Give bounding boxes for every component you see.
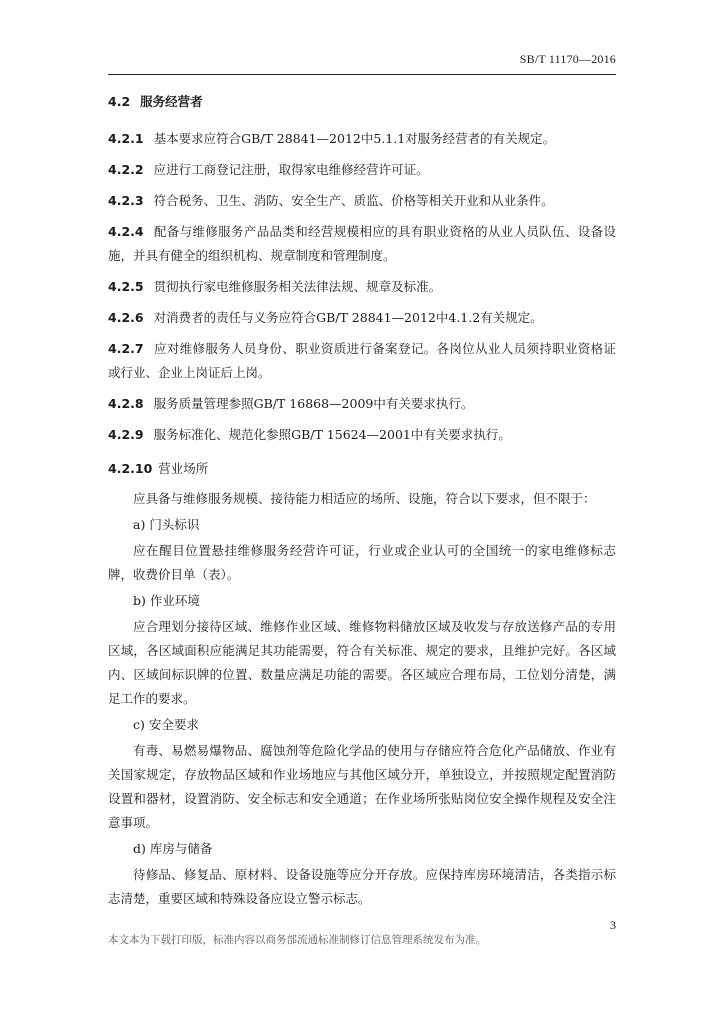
clause bbox=[108, 392, 616, 416]
clause-text: 服务质量管理参照GB/T 16868—2009中有关要求执行。 bbox=[153, 396, 474, 411]
item-label: a) bbox=[133, 517, 146, 532]
list-item-heading bbox=[108, 589, 616, 613]
subsection-title: 营业场所 bbox=[158, 461, 209, 476]
clause bbox=[108, 220, 616, 268]
clause bbox=[108, 337, 616, 385]
clause-text: 符合税务、卫生、消防、安全生产、质监、价格等相关开业和从业条件。 bbox=[153, 193, 554, 208]
subsection-number: 4.2.10 bbox=[108, 461, 153, 476]
clause-text: 应对维修服务人员身份、职业资质进行备案登记。各岗位从业人员须持职业资格证或行业、企业上岗证后上岗。 bbox=[108, 341, 616, 380]
clause-number: 4.2.3 bbox=[108, 193, 144, 208]
list-item-heading bbox=[108, 837, 616, 861]
clause-text: 贯彻执行家电维修服务相关法律法规、规章及标准。 bbox=[153, 279, 442, 294]
clause-number: 4.2.4 bbox=[108, 224, 144, 239]
clause bbox=[108, 158, 616, 182]
clause-text: 基本要求应符合GB/T 28841—2012中5.1.1对服务经营者的有关规定。 bbox=[153, 131, 556, 146]
item-label: b) bbox=[133, 593, 146, 608]
clause-number: 4.2.8 bbox=[108, 396, 144, 411]
clause-number: 4.2.1 bbox=[108, 131, 144, 146]
list-item-text: 应在醒目位置悬挂维修服务经营许可证，行业或企业认可的全国统一的家电维修标志牌，收费价目单（表）。 bbox=[108, 543, 616, 582]
clause bbox=[108, 275, 616, 299]
clause-number: 4.2.6 bbox=[108, 310, 144, 325]
item-title: 作业环境 bbox=[149, 593, 200, 608]
document-body bbox=[108, 90, 616, 911]
clause-number: 4.2.2 bbox=[108, 162, 144, 177]
clause bbox=[108, 127, 616, 151]
page-number: 3 bbox=[610, 918, 616, 932]
footer-note: 本文本为下载打印版，标准内容以商务部流通标准制修订信息管理系统发布为准。 bbox=[108, 934, 486, 946]
clause-text: 服务标准化、规范化参照GB/T 15624—2001中有关要求执行。 bbox=[153, 427, 511, 442]
item-title: 库房与储备 bbox=[149, 841, 213, 856]
section-heading bbox=[108, 90, 616, 114]
section-title: 服务经营者 bbox=[140, 94, 203, 109]
clause bbox=[108, 189, 616, 213]
subsection-heading bbox=[108, 457, 616, 481]
list-item-heading bbox=[108, 513, 616, 537]
subsection-intro: 应具备与维修服务规模、接待能力相适应的场所、设施，符合以下要求，但不限于： bbox=[133, 491, 596, 506]
clause-number: 4.2.9 bbox=[108, 427, 144, 442]
item-label: d) bbox=[133, 841, 146, 856]
clause-number: 4.2.7 bbox=[108, 341, 144, 356]
list-item-text: 应合理划分接待区域、维修作业区域、维修物料储放区域及收发与存放送修产品的专用区域，各区域面积应能满足其功能需要，符合有关标准、规定的要求，且维护完好。各区域内、区域间标识牌的位置、数量应满足功能的需要。各区域应合理布局，工位划分清楚，满足工作的要求。 bbox=[108, 619, 616, 706]
header-rule bbox=[108, 74, 616, 75]
item-label: c) bbox=[133, 717, 145, 732]
clause-text: 应进行工商登记注册，取得家电维修经营许可证。 bbox=[153, 162, 429, 177]
section-number: 4.2 bbox=[108, 94, 131, 109]
item-title: 门头标识 bbox=[149, 517, 200, 532]
list-item-heading bbox=[108, 713, 616, 737]
list-item-text: 有毒、易燃易爆物品、腐蚀剂等危险化学品的使用与存储应符合危化产品储放、作业有关国家规定，存放物品区域和作业场地应与其他区域分开，单独设立，并按照规定配置消防设置和器材，设置消防、安全标志和安全通道；在作业场所张贴岗位安全操作规程及安全注意事项。 bbox=[108, 743, 616, 830]
item-title: 安全要求 bbox=[148, 717, 199, 732]
clause bbox=[108, 306, 616, 330]
clause bbox=[108, 423, 616, 447]
standard-code: SB/T 11170—2016 bbox=[519, 52, 616, 66]
list-item-text: 待修品、修复品、原材料、设备设施等应分开存放。应保持库房环境清洁，各类指示标志清楚，重要区域和特殊设备应设立警示标志。 bbox=[108, 867, 616, 906]
clause-text: 配备与维修服务产品品类和经营规模相应的具有职业资格的从业人员队伍、设备设施，并具有健全的组织机构、规章制度和管理制度。 bbox=[108, 224, 616, 263]
clause-number: 4.2.5 bbox=[108, 279, 144, 294]
clause-text: 对消费者的责任与义务应符合GB/T 28841—2012中4.1.2有关规定。 bbox=[153, 310, 543, 325]
